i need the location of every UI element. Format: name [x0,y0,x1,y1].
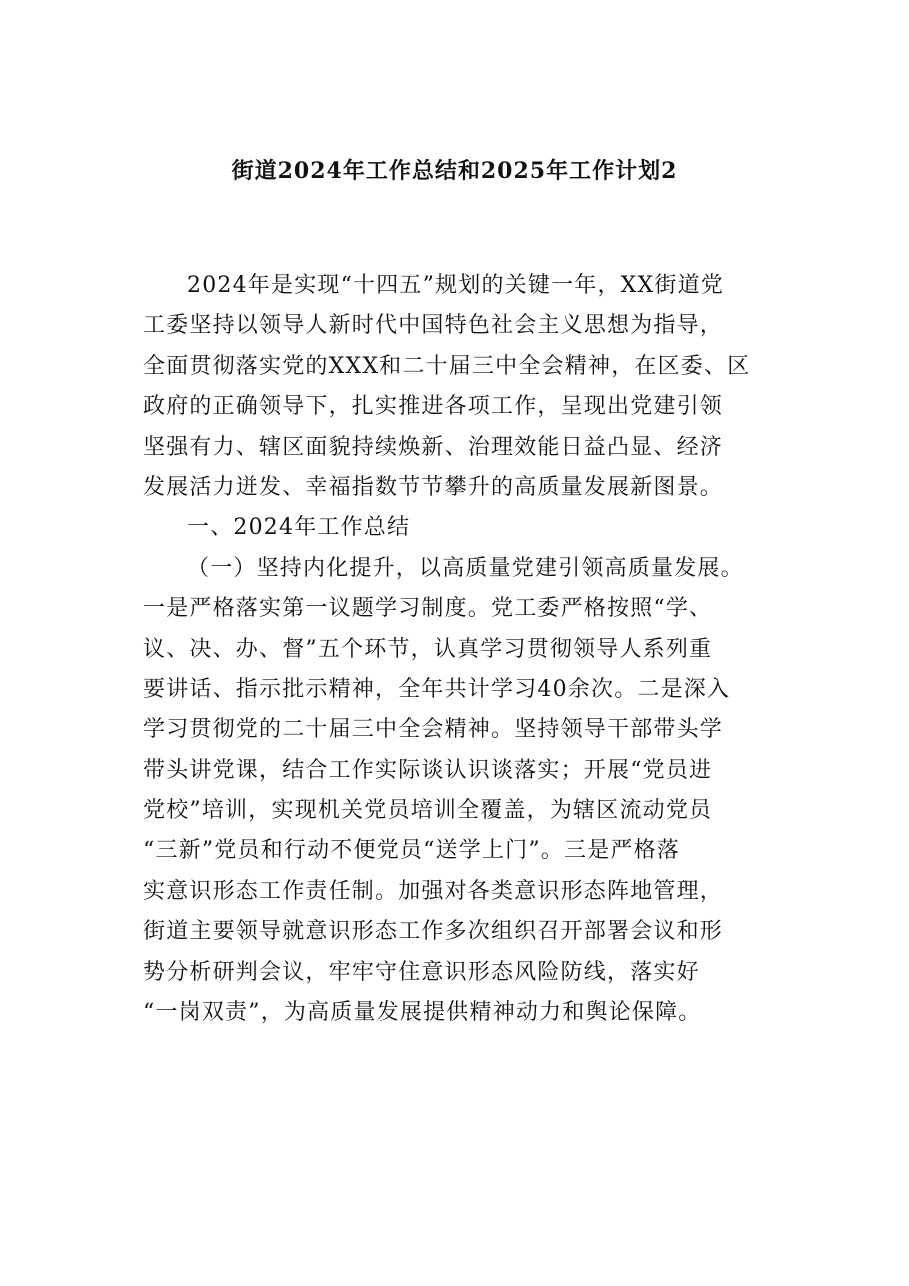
text-line: 一是严格落实第一议题学习制度。党工委严格按照“学、 [143,596,713,622]
text-line: 街道主要领导就意识形态工作多次组织召开部署会议和形 [143,919,724,945]
text-line: “三新”党员和行动不便党员“送学上门”。三是严格落 [143,838,680,864]
text-line: 带头讲党课，结合工作实际谈认识谈落实；开展“党员进 [143,757,713,783]
text-line: 全面贯彻落实党的XXX和二十届三中全会精神，在区委、区 [143,353,751,379]
text-line: 2024年是实现“十四五”规划的关键一年，XX街道党 [187,273,725,298]
text-line: 坚强有力、辖区面貌持续焕新、治理效能日益凸显、经济 [143,434,724,460]
text-line: 实意识形态工作责任制。加强对各类意识形态阵地管理， [143,878,724,904]
text-line: “一岗双责”，为高质量发展提供精神动力和舆论保障。 [143,1000,702,1026]
subsection-heading: （一）坚持内化提升，以高质量党建引领高质量发展。 [187,555,744,581]
document-body [143,266,793,1033]
text-line: 势分析研判会议，牢牢守住意识形态风险防线，落实好 [143,959,700,985]
document-title: 街道2024年工作总结和2025年工作计划2 [231,158,678,184]
text-line: 工委坚持以领导人新时代中国特色社会主义思想为指导， [143,313,724,339]
text-line: 政府的正确领导下，扎实推进各项工作，呈现出党建引领 [143,394,724,420]
section-heading: 一、2024年工作总结 [187,515,411,541]
text-line: 发展活力迸发、幸福指数节节攀升的高质量发展新图景。 [143,474,724,500]
text-line: 学习贯彻党的二十届三中全会精神。坚持领导干部带头学 [143,717,724,743]
text-line: 党校”培训，实现机关党员培训全覆盖，为辖区流动党员 [143,798,713,824]
text-line: 要讲话、指示批示精神，全年共计学习40余次。二是深入 [143,676,731,702]
text-line: 议、决、办、督”五个环节，认真学习贯彻领导人系列重 [143,636,713,662]
